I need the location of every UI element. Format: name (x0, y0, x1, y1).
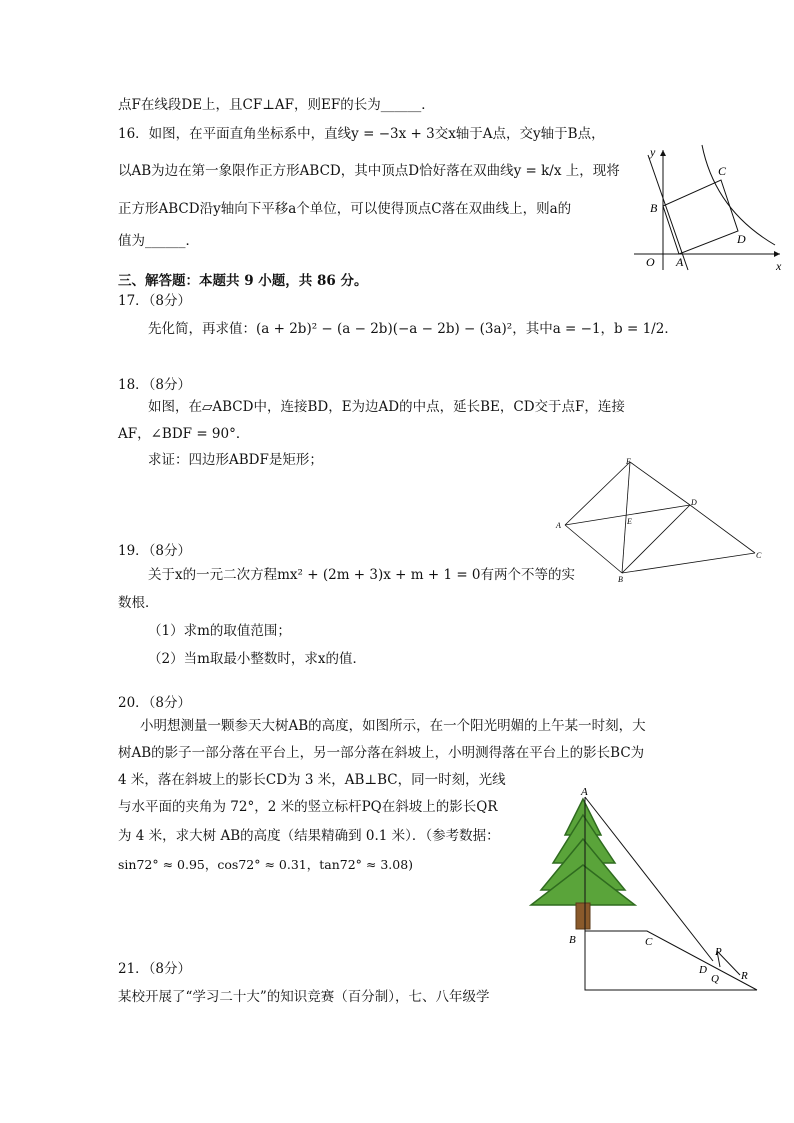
label-x: x (776, 259, 782, 273)
square-abcd (663, 180, 738, 254)
q18-line-3: 求证：四边形ABDF是矩形； (148, 452, 323, 468)
label-d: D (691, 498, 697, 507)
label-d: D (699, 964, 707, 976)
q20-line-2: 树AB的影子一部分落在平台上，另一部分落在斜坡上，小明测得落在平台上的影长BC为 (118, 745, 645, 761)
platform-base (585, 931, 757, 990)
label-b: B (650, 201, 658, 215)
label-a: A (556, 521, 561, 530)
label-d: D (737, 232, 746, 246)
label-c: C (718, 164, 727, 178)
label-o: O (646, 255, 655, 269)
q16-line-3: 正方形ABCD沿y轴向下平移a个单位，可以使得顶点C落在双曲线上，则a的 (118, 201, 572, 217)
figure-18-parallelogram (555, 455, 765, 585)
q18-heading: 18．（8分） (118, 377, 192, 393)
label-c: C (645, 936, 653, 948)
q17-heading: 17．（8分） (118, 293, 192, 309)
q19-heading: 19．（8分） (118, 543, 192, 559)
q16-line-2: 以AB为边在第一象限作正方形ABCD，其中顶点D恰好落在双曲线y = k/x 上，现将 (118, 163, 620, 179)
label-c: C (756, 551, 762, 560)
q19-line-1: 关于x的一元二次方程mx² + (2m + 3)x + m + 1 = 0有两个不等的实 (148, 567, 576, 583)
q19-part-2: （2）当m取最小整数时，求x的值． (148, 651, 367, 667)
label-f: F (626, 457, 631, 466)
section-3-heading: 三、解答题：本题共 9 小题，共 86 分。 (118, 273, 368, 289)
tree-illustration (531, 799, 635, 929)
q20-heading: 20．（8分） (118, 695, 192, 711)
q15-tail-line: 点F在线段DE上，且CF⊥AF，则EF的长为______． (118, 97, 435, 113)
platform-and-slope (585, 931, 757, 990)
label-p: P (715, 946, 722, 958)
q18-line-2: AF，∠BDF = 90°． (118, 426, 250, 442)
figure-20-tree-diagram (525, 785, 765, 1000)
q16-line-1: 16．如图，在平面直角坐标系中，直线y = −3x + 3交x轴于A点，交y轴于B点， (118, 126, 605, 142)
q18-line-1: 如图，在▱ABCD中，连接BD，E为边AD的中点，延长BE，CD交于点F，连接 (148, 399, 625, 415)
q17-body: 先化简，再求值：(a + 2b)² − (a − 2b)(−a − 2b) − (3a)²，其中a = −1，b = 1/2． (148, 321, 678, 337)
hyperbola-curve (702, 145, 775, 245)
label-b: B (618, 575, 623, 584)
q16-line-4: 值为______． (118, 233, 199, 249)
q19-line-2: 数根． (118, 595, 159, 611)
label-q: Q (711, 973, 719, 985)
q20-line-1: 小明想测量一颗参天大树AB的高度，如图所示，在一个阳光明媚的上午某一时刻，大 (140, 718, 646, 734)
label-b: B (569, 934, 576, 946)
q20-line-4: 与水平面的夹角为 72°，2 米的竖立标杆PQ在斜坡上的影长QR (118, 799, 498, 815)
figure-16-coordinate-plane (630, 140, 790, 275)
label-r: R (741, 970, 748, 982)
label-e: E (627, 517, 632, 526)
q19-part-1: （1）求m的取值范围； (148, 623, 291, 639)
q20-line-6: sin72° ≈ 0.95，cos72° ≈ 0.31，tan72° ≈ 3.08) (118, 857, 414, 872)
label-a: A (676, 255, 684, 269)
label-a: A (581, 786, 588, 798)
q21-heading: 21．（8分） (118, 961, 192, 977)
q20-line-5: 为 4 米，求大树 AB的高度（结果精确到 0.1 米）．（参考数据： (118, 828, 500, 844)
q21-line-1: 某校开展了“学习二十大”的知识竞赛（百分制），七、八年级学 (118, 989, 490, 1005)
label-y: y (650, 145, 656, 159)
q20-line-3: 4 米，落在斜坡上的影长CD为 3 米，AB⊥BC，同一时刻，光线 (118, 772, 506, 788)
